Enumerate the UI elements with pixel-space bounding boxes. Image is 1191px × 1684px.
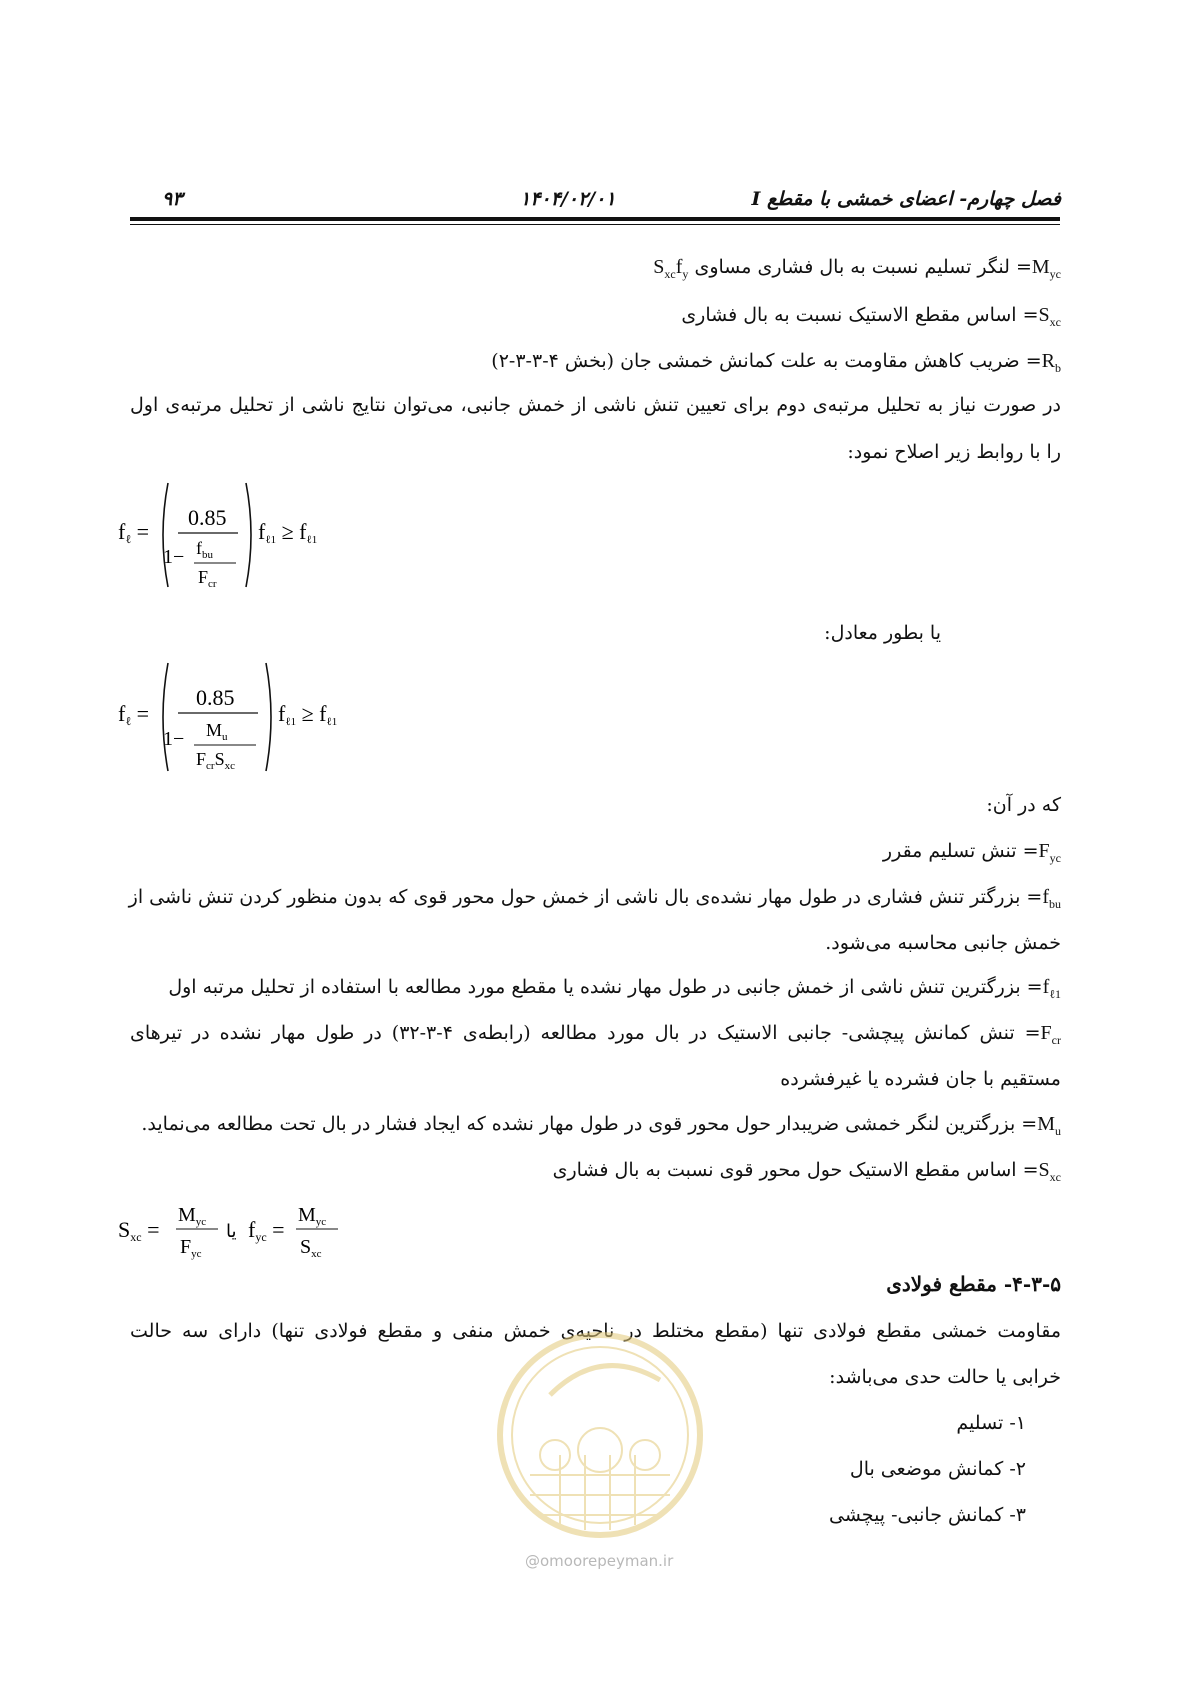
def-fl1: $f_{\ell 1}=$ بزرگترین تنش ناشی از خمش جانبی در طول مهار نشده یا مقطع مورد مطالعه با استفاده از تحلیل مرتبه اول <box>168 976 1061 1001</box>
eq1-numerator: 0.85 <box>188 505 227 530</box>
eq1-fcr: $F_{cr}$ <box>198 567 217 590</box>
eq3-myc: $M_{yc}$ <box>178 1204 207 1228</box>
paragraph-line: را با روابط زیر اصلاح نمود: <box>847 441 1061 463</box>
list-item: ۱- تسلیم <box>956 1412 1026 1434</box>
def-fcr-cont: مستقیم با جان فشرده یا غیرفشرده <box>780 1068 1061 1090</box>
eq3-myc2: $M_{yc}$ <box>298 1204 327 1228</box>
def-myc: $M_{yc}=$ لنگر تسلیم نسبت به بال فشاری مساوی $S_{xc}f_y$ <box>653 256 1061 281</box>
def-fcr: $F_{cr}=$ تنش کمانش پیچشی- جانبی الاستیک در بال مورد مطالعه (رابطه‌ی ۴-۳-۳۲) در طول مهار نشده در تیرهای <box>130 1022 1061 1047</box>
header-rule-thick <box>130 217 1060 221</box>
eq2-fcr-sxc: $F_{cr}S_{xc}$ <box>196 749 235 772</box>
list-item: ۲- کمانش موضعی بال <box>849 1458 1026 1480</box>
eq2-lhs: fℓ = <box>118 701 149 728</box>
right-paren <box>266 663 271 771</box>
list-item: ۳- کمانش جانبی- پیچشی <box>829 1504 1026 1526</box>
equation-3-svg <box>118 1195 378 1265</box>
page-number: ۹۳ <box>162 188 183 210</box>
equation-1 <box>118 475 438 601</box>
def-fbu: $f_{bu}=$ بزرگتر تنش فشاری در طول مهار نشده‌ی بال ناشی از خمش حول محور قوی که بدون منظور کردن تنش ناشی از <box>128 886 1061 911</box>
section-heading: ۴-۳-۵- مقطع فولادی <box>886 1272 1061 1296</box>
eq1-lhs: fℓ = <box>118 519 149 546</box>
header-rule-thin <box>130 224 1060 225</box>
eq1-fbu: $f_{bu}$ <box>196 538 213 561</box>
eq3-sxc2: $S_{xc}$ <box>300 1236 322 1260</box>
section-paragraph-line: خرابی یا حالت حدی می‌باشد: <box>829 1366 1061 1388</box>
section-paragraph-line: مقاومت خمشی مقطع فولادی تنها (مقطع مختلط در ناحیه‌ی خمش منفی و مقطع فولادی تنها) دارای سه حالت <box>130 1320 1061 1342</box>
left-paren <box>163 663 168 771</box>
watermark-seal-icon <box>490 1325 710 1565</box>
where-text: که در آن: <box>986 794 1061 816</box>
eq2-mu: $M_u$ <box>206 720 228 743</box>
chapter-title: فصل چهارم- اعضای خمشی با مقطع I <box>751 188 1061 210</box>
watermark-logo <box>490 1325 710 1565</box>
eq1-rhs: fℓ1 ≥ fℓ1 <box>258 519 318 546</box>
equation-2-svg <box>118 655 458 780</box>
eq3-fyc: $F_{yc}$ <box>180 1236 202 1260</box>
equivalently-text: یا بطور معادل: <box>824 622 941 644</box>
eq3-fyc-lhs: fyc = <box>248 1217 285 1244</box>
def-fyc: $F_{yc}=$ تنش تسلیم مقرر <box>882 840 1061 865</box>
watermark-url: @omoorepeyman.ir <box>525 1552 674 1570</box>
def-rb: $R_b=$ ضریب کاهش مقاومت به علت کمانش خمشی جان (بخش ۴-۳-۳-۲) <box>491 350 1061 375</box>
eq2-one-minus: 1− <box>163 728 185 750</box>
eq1-one-minus: 1− <box>163 546 185 568</box>
paragraph-line: در صورت نیاز به تحلیل مرتبه‌ی دوم برای تعیین تنش ناشی از خمش جانبی، می‌توان نتایج ناشی از تحلیل مرتبه‌ی اول <box>130 394 1061 416</box>
def-sxc-strong: $S_{xc}=$ اساس مقطع الاستیک حول محور قوی نسبت به بال فشاری <box>552 1159 1061 1184</box>
right-paren <box>246 483 251 587</box>
def-sxc: $S_{xc}=$ اساس مقطع الاستیک نسبت به بال فشاری <box>681 304 1061 329</box>
equation-1-svg <box>118 475 438 595</box>
equation-3 <box>118 1195 378 1271</box>
eq2-rhs: fℓ1 ≥ fℓ1 <box>278 701 338 728</box>
def-fbu-cont: خمش جانبی محاسبه می‌شود. <box>825 932 1061 954</box>
eq2-numerator: 0.85 <box>196 685 235 710</box>
header-date: ۱۴۰۴/۰۲/۰۱ <box>520 188 616 210</box>
left-paren <box>163 483 168 587</box>
eq3-sxc: Sxc = <box>118 1217 160 1244</box>
equation-2 <box>118 655 458 786</box>
def-mu: $M_u=$ بزرگترین لنگر خمشی ضریبدار حول محور قوی در طول مهار نشده که ایجاد فشار در بال تحت مطالعه می‌نماید. <box>141 1113 1061 1138</box>
eq3-ya: یا <box>226 1221 237 1242</box>
